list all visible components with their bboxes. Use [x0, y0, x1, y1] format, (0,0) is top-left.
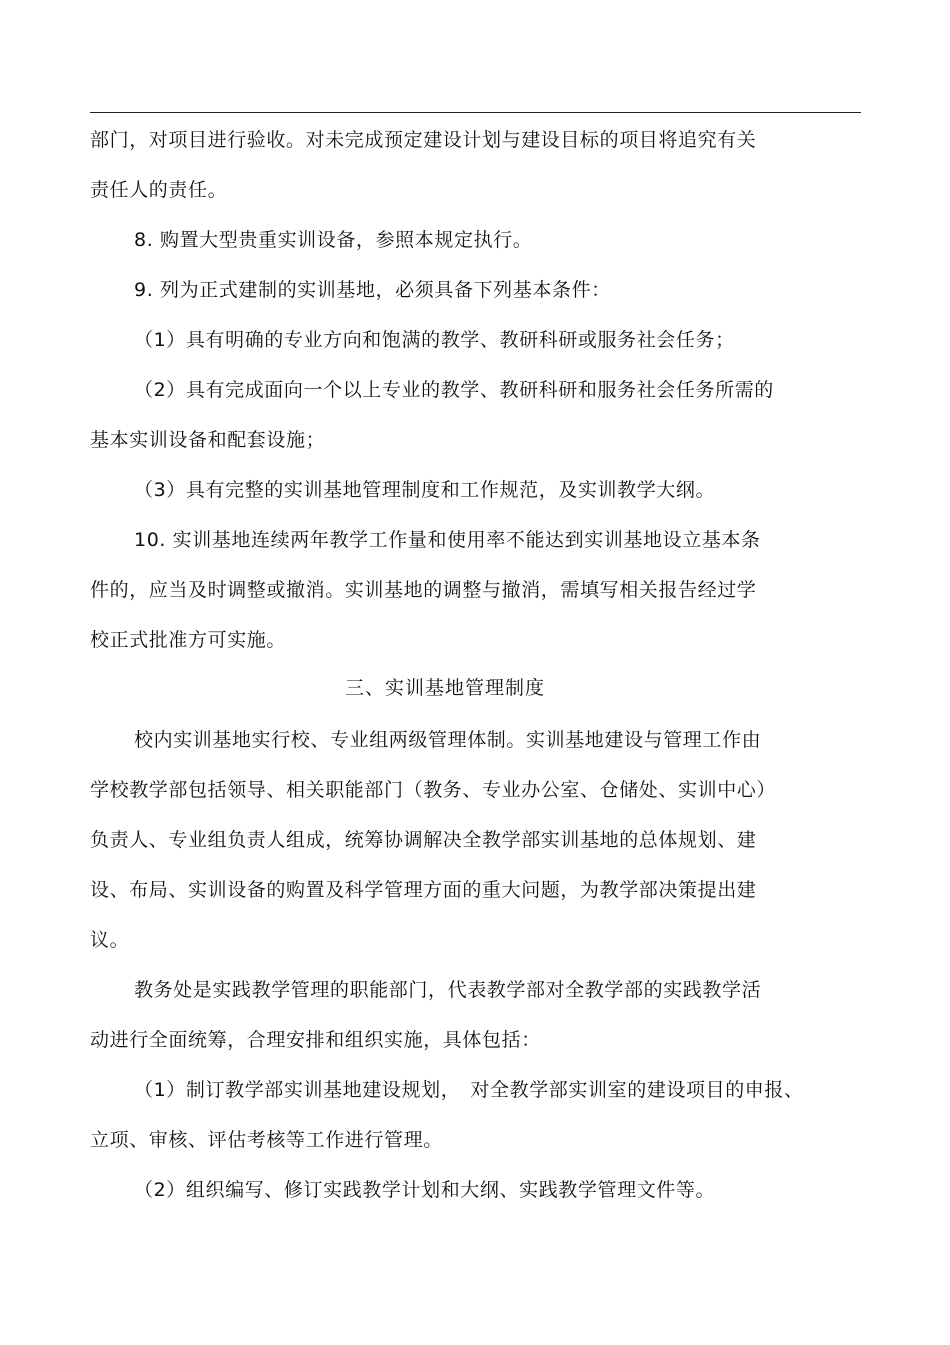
- paragraph-line: 8. 购置大型贵重实训设备，参照本规定执行。: [134, 229, 533, 251]
- list-item: （3）具有完整的实训基地管理制度和工作规范，及实训教学大纲。: [134, 479, 716, 501]
- paragraph-line: 校内实训基地实行校、专业组两级管理体制。实训基地建设与管理工作由: [134, 729, 762, 751]
- paragraph-line: 校正式批准方可实施。: [90, 629, 287, 651]
- section-heading: 三、实训基地管理制度: [345, 677, 546, 699]
- list-item: （2）组织编写、修订实践教学计划和大纲、实践教学管理文件等。: [134, 1179, 716, 1201]
- paragraph-line: 责任人的责任。: [90, 179, 228, 201]
- paragraph-line: 立项、审核、评估考核等工作进行管理。: [90, 1129, 443, 1151]
- paragraph-line: 10. 实训基地连续两年教学工作量和使用率不能达到实训基地设立基本条: [134, 529, 761, 551]
- paragraph-line: 动进行全面统筹，合理安排和组织实施，具体包括：: [90, 1029, 541, 1051]
- paragraph-line: 议。: [90, 929, 130, 951]
- paragraph-line: 教务处是实践教学管理的职能部门，代表教学部对全教学部的实践教学活: [134, 979, 762, 1001]
- list-item: （1）制订教学部实训基地建设规划， 对全教学部实训室的建设项目的申报、: [134, 1079, 804, 1101]
- paragraph-line: 9. 列为正式建制的实训基地，必须具备下列基本条件：: [134, 279, 611, 301]
- paragraph-line: 基本实训设备和配套设施；: [90, 429, 326, 451]
- list-item: （2）具有完成面向一个以上专业的教学、教研科研和服务社会任务所需的: [134, 379, 774, 401]
- paragraph-line: 负责人、专业组负责人组成，统筹协调解决全教学部实训基地的总体规划、建: [90, 829, 757, 851]
- list-item: （1）具有明确的专业方向和饱满的教学、教研科研或服务社会任务；: [134, 329, 735, 351]
- paragraph-line: 件的，应当及时调整或撤消。实训基地的调整与撤消，需填写相关报告经过学: [90, 579, 757, 601]
- paragraph-line: 部门，对项目进行验收。对未完成预定建设计划与建设目标的项目将追究有关: [90, 129, 757, 151]
- header-rule: [90, 112, 861, 113]
- paragraph-line: 学校教学部包括领导、相关职能部门（教务、专业办公室、仓储处、实训中心）: [90, 779, 777, 801]
- paragraph-line: 设、布局、实训设备的购置及科学管理方面的重大问题，为教学部决策提出建: [90, 879, 757, 901]
